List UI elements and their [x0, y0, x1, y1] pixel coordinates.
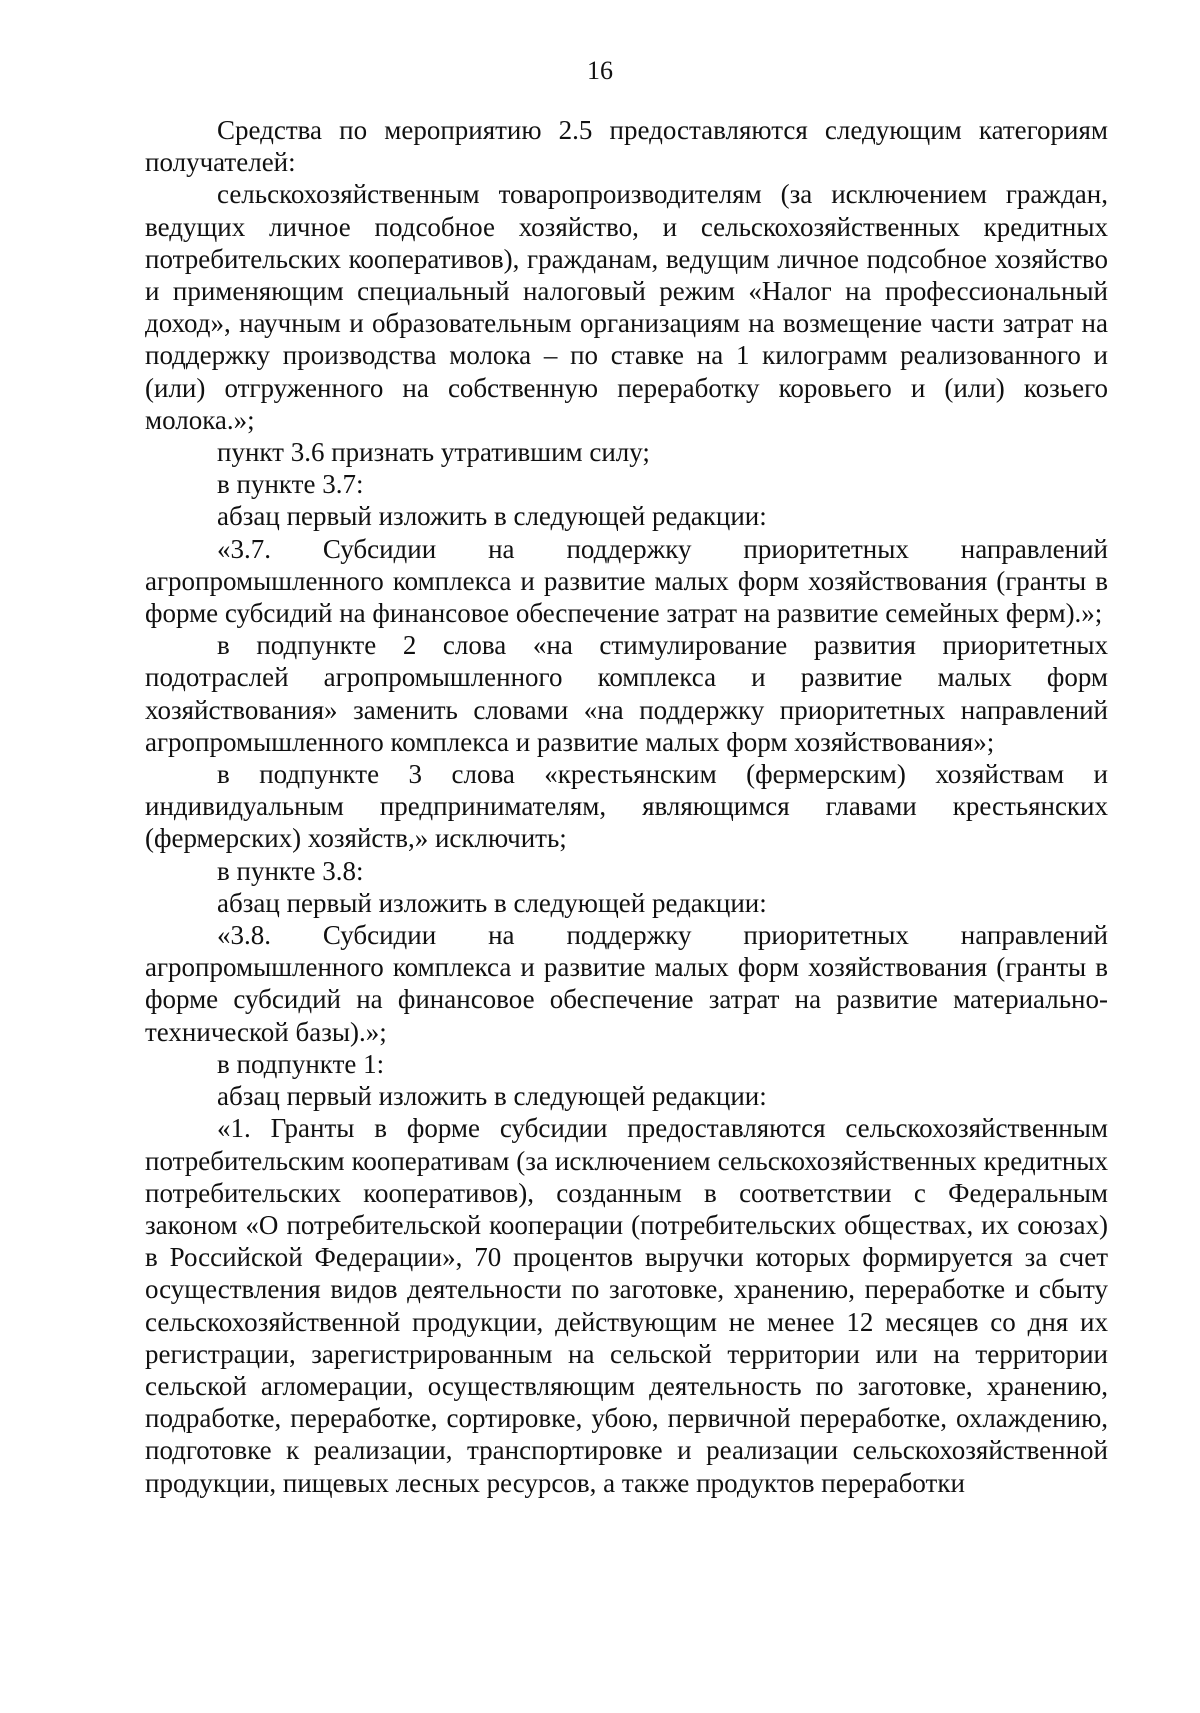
- paragraph-grants-text: «1. Гранты в форме субсидии предоставляются сельскохозяйственным потребительским кооперативам (за исключением сельскохозяйственных кредитных потребительских кооперативов), созданным в соответствии с Федеральным законом «О потребительской кооперации (потребительских обществах, их союзах) в Российской Федерации», 70 процентов выручки которых формируется за счет осуществления видов деятельности по заготовке, хранению, переработке и сбыту сельскохозяйственной продукции, действующим не менее 12 месяцев со дня их регистрации, зарегистрированным на сельской территории или на территории сельской агломерации, осуществляющим деятельность по заготовке, хранению, подработке, переработке, сортировке, убою, первичной переработке, охлаждению, подготовке к реализации, транспортировке и реализации сельскохозяйственной продукции, пищевых лесных ресурсов, а также продуктов переработки: [145, 1113, 1108, 1498]
- paragraph-first-para-edit-subitem-1: абзац первый изложить в следующей редакции:: [217, 1081, 767, 1112]
- paragraph-3-7-text: «3.7. Субсидии на поддержку приоритетных направлений агропромышленного комплекса и развитие малых форм хозяйствования (гранты в форме субсидий на финансовое обеспечение затрат на развитие семейных ферм).»;: [145, 533, 1108, 629]
- paragraph-item-3-6: пункт 3.6 признать утратившим силу;: [217, 437, 650, 468]
- paragraph-3-8-text: «3.8. Субсидии на поддержку приоритетных направлений агропромышленного комплекса и развитие малых форм хозяйствования (гранты в форме субсидий на финансовое обеспечение затрат на развитие материально-технической базы).»;: [145, 920, 1108, 1047]
- paragraph-first-para-edit-3-7: абзац первый изложить в следующей редакции:: [217, 501, 767, 532]
- paragraph-item-3-7-heading: в пункте 3.7:: [217, 469, 364, 500]
- paragraph-subitem-2: в подпункте 2 слова «на стимулирование развития приоритетных подотраслей агропромышленного комплекса и развитие малых форм хозяйствования» заменить словами «на поддержку приоритетных направлений агропромышленного комплекса и развитие малых форм хозяйствования»;: [145, 630, 1108, 757]
- paragraph-first-para-edit-3-8: абзац первый изложить в следующей редакции:: [217, 887, 767, 918]
- paragraph-subitem-1-heading: в подпункте 1:: [217, 1048, 385, 1079]
- paragraph-item-3-8-heading: в пункте 3.8:: [217, 855, 364, 886]
- paragraph-subitem-3: в подпункте 3 слова «крестьянским (фермерским) хозяйствам и индивидуальным предпринимателям, являющимся главами крестьянских (фермерских) хозяйств,» исключить;: [145, 759, 1108, 854]
- page-number: 16: [587, 56, 613, 85]
- paragraph-recipients-list: сельскохозяйственным товаропроизводителям (за исключением граждан, ведущих личное подсобное хозяйство, и сельскохозяйственных кредитных потребительских кооперативов), гражданам, ведущим личное подсобное хозяйство и применяющим специальный налоговый режим «Налог на профессиональный доход», научным и образовательным организациям на возмещение части затрат на поддержку производства молока – по ставке на 1 килограмм реализованного и (или) отгруженного на собственную переработку коровьего и (или) козьего молока.»;: [145, 179, 1108, 435]
- document-body: [145, 114, 1108, 1499]
- paragraph-recipients-intro: Средства по мероприятию 2.5 предоставляются следующим категориям получателей:: [145, 115, 1108, 178]
